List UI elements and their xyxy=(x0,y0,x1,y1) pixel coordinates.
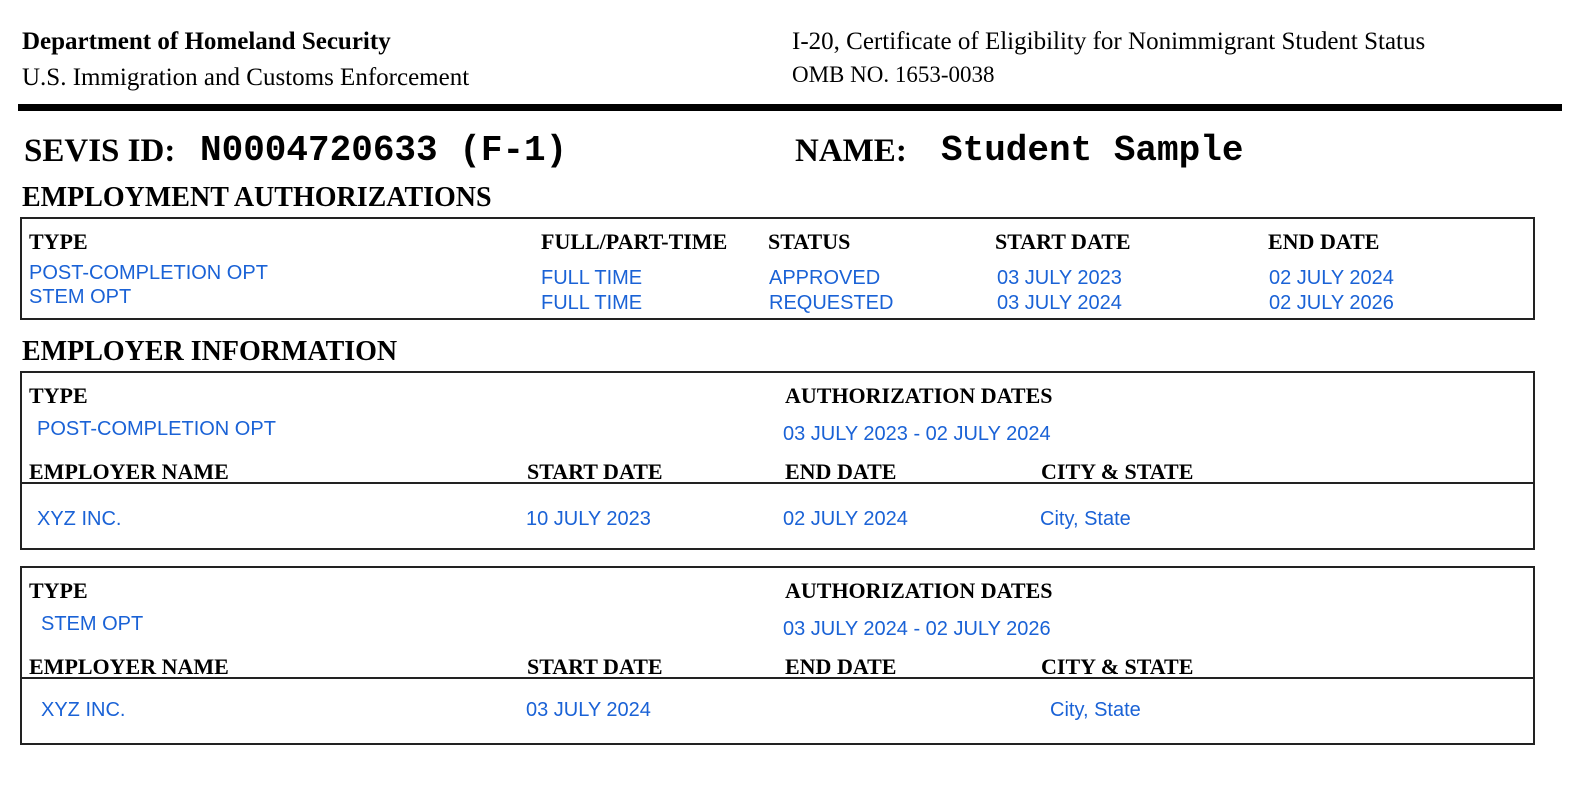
sevis-id-value: N0004720633 (F-1) xyxy=(200,130,568,171)
col-header-end-date: END DATE xyxy=(1268,229,1380,254)
col-header-status: STATUS xyxy=(768,229,851,254)
auth-row-1-type: POST-COMPLETION OPT xyxy=(29,262,268,284)
auth-row-1-full-part-time: FULL TIME xyxy=(541,267,643,289)
sevis-id-label: SEVIS ID: xyxy=(24,133,176,169)
sub-agency-name: U.S. Immigration and Customs Enforcement xyxy=(22,64,470,91)
employer-block-2 xyxy=(20,566,1535,745)
col-header-start-date: START DATE xyxy=(995,229,1131,254)
employer-block-2-divider xyxy=(22,677,1533,679)
employer-block-1 xyxy=(20,371,1535,550)
employment-authorizations-table xyxy=(20,217,1535,320)
employer-block-2-employer-name-label: EMPLOYER NAME xyxy=(29,654,229,679)
employer-block-1-employer-name: XYZ INC. xyxy=(37,508,122,530)
employer-block-1-auth-dates-label: AUTHORIZATION DATES xyxy=(785,383,1053,408)
auth-row-1-start-date: 03 JULY 2023 xyxy=(997,267,1122,289)
employer-block-2-city-state-label: CITY & STATE xyxy=(1041,654,1194,679)
employer-block-1-city-state-label: CITY & STATE xyxy=(1041,459,1194,484)
employer-block-2-start-date-label: START DATE xyxy=(527,654,663,679)
auth-row-2-end-date: 02 JULY 2026 xyxy=(1269,292,1394,314)
auth-row-2-status: REQUESTED xyxy=(769,292,894,314)
employer-block-1-end-date-label: END DATE xyxy=(785,459,897,484)
auth-row-1-status: APPROVED xyxy=(769,267,881,289)
employer-block-1-start-date: 10 JULY 2023 xyxy=(526,508,651,530)
agency-name: Department of Homeland Security xyxy=(22,28,391,55)
col-header-type: TYPE xyxy=(29,229,88,254)
employer-block-1-employer-name-label: EMPLOYER NAME xyxy=(29,459,229,484)
name-value: Student Sample xyxy=(941,130,1244,171)
employer-block-1-auth-dates-value: 03 JULY 2023 - 02 JULY 2024 xyxy=(783,423,1051,445)
employer-block-1-start-date-label: START DATE xyxy=(527,459,663,484)
employer-block-2-end-date-label: END DATE xyxy=(785,654,897,679)
employer-block-1-divider xyxy=(22,482,1533,484)
employer-block-2-type-label: TYPE xyxy=(29,578,88,603)
employer-information-title: EMPLOYER INFORMATION xyxy=(22,336,398,367)
employer-block-2-auth-dates-label: AUTHORIZATION DATES xyxy=(785,578,1053,603)
employer-block-2-city-state: City, State xyxy=(1050,699,1141,721)
employer-block-1-type-value: POST-COMPLETION OPT xyxy=(37,418,276,440)
employer-block-1-city-state: City, State xyxy=(1040,508,1131,530)
auth-row-2-full-part-time: FULL TIME xyxy=(541,292,643,314)
auth-row-2-type: STEM OPT xyxy=(29,286,132,308)
form-title: I-20, Certificate of Eligibility for Nonimmigrant Student Status xyxy=(792,28,1426,55)
employer-block-2-employer-name: XYZ INC. xyxy=(41,699,126,721)
employer-block-1-type-label: TYPE xyxy=(29,383,88,408)
auth-row-1-end-date: 02 JULY 2024 xyxy=(1269,267,1394,289)
employer-block-2-start-date: 03 JULY 2024 xyxy=(526,699,651,721)
omb-number: OMB NO. 1653-0038 xyxy=(792,62,995,87)
employer-block-2-auth-dates-value: 03 JULY 2024 - 02 JULY 2026 xyxy=(783,618,1051,640)
employment-authorizations-title: EMPLOYMENT AUTHORIZATIONS xyxy=(22,182,492,213)
header-rule xyxy=(18,104,1562,111)
employer-block-1-end-date: 02 JULY 2024 xyxy=(783,508,908,530)
auth-row-2-start-date: 03 JULY 2024 xyxy=(997,292,1122,314)
name-label: NAME: xyxy=(795,133,907,169)
col-header-full-part-time: FULL/PART-TIME xyxy=(541,229,728,254)
employer-block-2-type-value: STEM OPT xyxy=(41,613,144,635)
